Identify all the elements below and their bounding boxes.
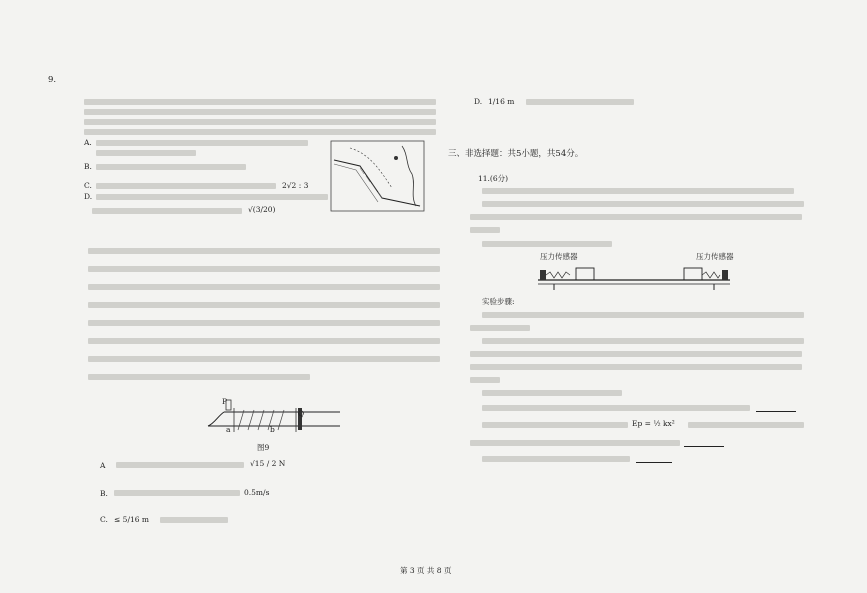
- text-line: [84, 109, 436, 115]
- option-d-text-right: [526, 99, 634, 105]
- q10-option-c-letter: C.: [100, 515, 108, 524]
- text-line: [88, 284, 440, 290]
- text-line: [470, 351, 802, 357]
- text-line: [470, 364, 802, 370]
- fig-letter-a: a: [226, 425, 231, 434]
- text-line: [88, 374, 310, 380]
- air-track-figure: [534, 262, 734, 292]
- sensor-label-left: 压力传感器: [540, 252, 578, 261]
- q10-option-b-letter: B.: [100, 489, 108, 498]
- option-d-formula: √(3/20): [248, 205, 276, 214]
- sensor-label-right: 压力传感器: [696, 252, 734, 261]
- option-a-letter: A.: [84, 138, 92, 147]
- text-line: [470, 227, 500, 233]
- steps-label: 实验步骤:: [482, 297, 515, 306]
- text-line: [482, 188, 794, 194]
- option-d-letter: D.: [84, 192, 93, 201]
- text-line: [88, 338, 440, 344]
- text-line: [470, 325, 530, 331]
- text-line: [470, 440, 680, 446]
- text-line: [482, 422, 628, 428]
- q10-option-b-text: [114, 490, 240, 496]
- q11-label: 11.(6分): [478, 174, 509, 183]
- q10-option-c-text: [160, 517, 228, 523]
- text-line: [482, 241, 612, 247]
- text-line: [88, 302, 440, 308]
- question-number: 9.: [48, 75, 57, 85]
- text-line: [88, 248, 440, 254]
- section-heading: 三、非选择题：共5小题，共54分。: [448, 149, 584, 159]
- fig-letter-q: Q: [298, 409, 305, 418]
- option-d-letter-right: D.: [474, 97, 483, 106]
- option-b-letter: B.: [84, 162, 92, 171]
- option-a-text: [96, 140, 308, 146]
- q10-option-a-letter: A: [100, 461, 106, 470]
- slope-figure: [330, 140, 425, 212]
- option-d-text: [92, 208, 242, 214]
- option-d-text: [96, 194, 328, 200]
- answer-blank[interactable]: [636, 454, 672, 463]
- figure-caption: 图9: [257, 443, 270, 452]
- text-line: [470, 214, 802, 220]
- text-line: [88, 266, 440, 272]
- text-line: [84, 119, 436, 125]
- q10-option-a-formula: √15 / 2 N: [250, 459, 286, 468]
- option-d-formula-right: 1/16 m: [488, 97, 515, 106]
- text-line: [688, 422, 804, 428]
- option-a-text: [96, 150, 196, 156]
- text-line: [482, 405, 750, 411]
- option-c-letter: C.: [84, 181, 92, 190]
- fig-letter-b: b: [270, 425, 275, 434]
- option-c-text: [96, 183, 276, 189]
- q10-option-a-text: [116, 462, 244, 468]
- q10-option-b-tail: 0.5m/s: [244, 488, 270, 497]
- text-line: [482, 456, 630, 462]
- text-line: [84, 99, 436, 105]
- option-b-text: [96, 164, 246, 170]
- text-line: [470, 377, 500, 383]
- text-line: [84, 129, 436, 135]
- page-footer: 第 3 页 共 8 页: [400, 566, 452, 575]
- text-line: [88, 320, 440, 326]
- text-line: [482, 338, 804, 344]
- spring-energy-formula: Ep = ½ kx²: [632, 419, 675, 428]
- fig-letter-p: P: [222, 397, 228, 406]
- answer-blank[interactable]: [756, 403, 796, 412]
- answer-blank[interactable]: [684, 438, 724, 447]
- option-c-formula: 2√2 : 3: [282, 181, 309, 190]
- q10-option-c-formula: ≤ 5/16 m: [114, 515, 150, 524]
- text-line: [482, 390, 622, 396]
- text-line: [482, 201, 804, 207]
- text-line: [482, 312, 804, 318]
- text-line: [88, 356, 440, 362]
